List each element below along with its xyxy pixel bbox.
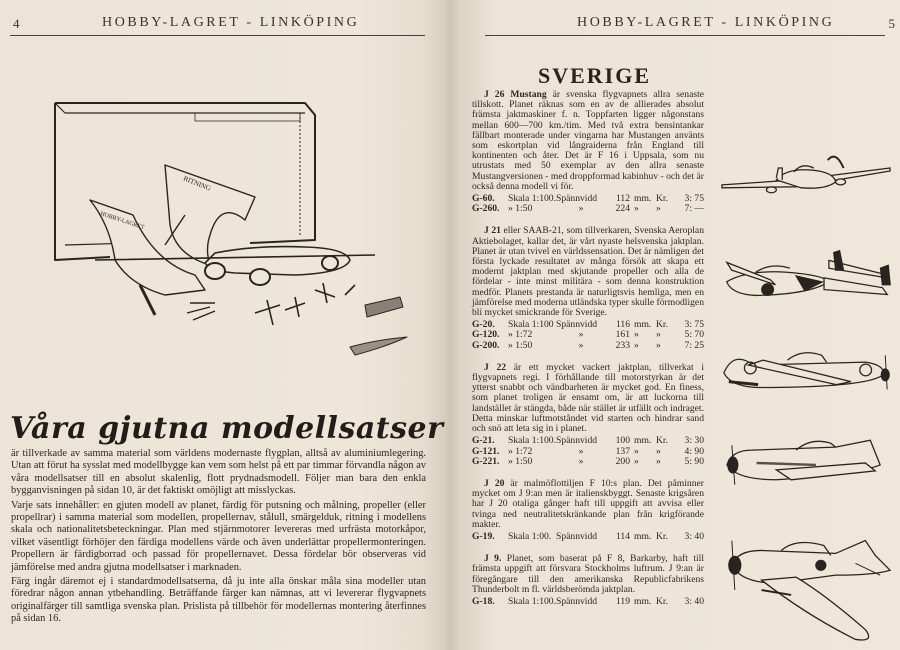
model-kit-illustration — [15, 85, 415, 375]
right-page — [455, 0, 900, 650]
scale — [508, 597, 556, 607]
price: 3: 40 — [684, 531, 704, 542]
running-head-right — [485, 14, 895, 36]
entry-name: J 21 — [484, 225, 501, 237]
entry-text: är ett mycket vackert jaktplan, tillverkat i flygvapnets regi. I förhållande till motorstyrkan är det ytterst snabbt och vändbarheten är mycket god. En finess, som planet troligen är ensamt om, är att luckorna till landstället är stängda, både när stället är utfällt och indraget. Detta minskar luftmotståndet vid starten och hindrar sand och snö att leta sig in i planet. — [472, 361, 704, 435]
unit: » — [634, 446, 639, 457]
sandpaper — [350, 337, 407, 355]
product-code: G-18. — [472, 596, 495, 607]
scale-label: Skala — [508, 320, 530, 331]
price: 5: 90 — [684, 456, 704, 467]
currency: » — [656, 330, 661, 341]
plane-illustration-j21 — [717, 240, 897, 310]
price-row — [472, 204, 704, 214]
price-row — [472, 320, 704, 330]
span-label: » — [578, 456, 584, 467]
scale-label: » — [508, 204, 513, 215]
price: 3: 75 — [684, 320, 704, 331]
entry-j21 — [472, 226, 704, 350]
scale-label: » — [508, 340, 513, 351]
price-row — [472, 597, 704, 607]
scale-value: 1:100. — [531, 194, 556, 205]
unit: mm. — [634, 596, 652, 607]
unit: mm. — [634, 194, 652, 205]
price: 3: 30 — [684, 436, 704, 447]
price: 3: 40 — [684, 596, 704, 607]
scale — [508, 204, 556, 214]
engine-nacelle — [250, 269, 270, 285]
currency: » — [656, 446, 661, 457]
unit: mm. — [634, 531, 652, 542]
pin-parts — [187, 303, 215, 320]
price-row — [472, 532, 704, 542]
entry-text: är malmöflottiljen F 10:s plan. Det påminner mycket om J 9:an men är italienskbyggt. Senaste krigsåren har J 20 otaliga gånger haft till uppgift att avvisa eller tvinga ned neutralitetskränkande plan från krigförande makter. — [472, 477, 704, 530]
entry-j20 — [472, 479, 704, 542]
product-code: G-21. — [472, 436, 495, 447]
wingspan: 114 — [615, 531, 630, 542]
scale-value: 1:100. — [531, 436, 556, 447]
engine-nacelle — [205, 263, 225, 279]
left-page — [0, 0, 448, 650]
span-label: Spännvidd — [556, 436, 598, 447]
price-table — [472, 320, 704, 351]
product-code: G-120. — [472, 330, 500, 341]
scale-value: 1:50 — [515, 340, 533, 351]
scale — [508, 330, 556, 340]
price-row — [472, 447, 704, 457]
entry-name: J 26 Mustang — [484, 89, 547, 100]
unit: » — [634, 456, 639, 467]
unit: » — [634, 204, 639, 215]
span-label: » — [578, 340, 584, 351]
entry-j22 — [472, 363, 704, 467]
entries-column — [472, 90, 704, 607]
span-label: » — [578, 204, 584, 215]
currency: » — [656, 456, 661, 467]
scale-label: » — [508, 330, 513, 341]
scale — [508, 320, 556, 330]
kit-box-shading — [195, 113, 300, 121]
price-row — [472, 457, 704, 467]
scale-label: Skala — [508, 194, 530, 205]
wingspan: 100 — [615, 436, 630, 447]
entry-j9 — [472, 554, 704, 607]
plane-illustration-j20 — [717, 425, 895, 495]
scale-label: Skala — [508, 596, 530, 607]
price: 7: — — [684, 204, 704, 215]
price-row — [472, 330, 704, 340]
wingspan: 137 — [615, 446, 630, 457]
entry-name: J 20 — [484, 477, 505, 489]
product-code: G-121. — [472, 446, 500, 457]
currency: Kr. — [656, 531, 668, 542]
scale-value: 1:72 — [515, 330, 533, 341]
paragraph-contents: Varje sats innehåller: en gjuten modell av planet, färdig för putsning och målning, propeller (eller propellrar) i samma material som modellen, propellernav, stålull, smärgelduk, ritning i modellens skala och nationalitetsbeteckningar. Plan med stjärnmotorer levereras med urfrästa motorkåpor, vilket väsentligt förhöjer den färdiga modellens värde och även underlättar propellermonteringen. Propellern är färdigborrad och passad för propellernavet. Dessa fördelar bör observeras vid jämförelse med andra gjutna modellsatser i marknaden. — [11, 499, 426, 573]
span-label: Spännvidd — [556, 531, 598, 542]
currency: Kr. — [656, 194, 668, 205]
section-heading: Våra gjutna modellsatser — [10, 411, 444, 446]
wingspan: 161 — [615, 330, 630, 341]
scale — [508, 532, 556, 542]
unit: » — [634, 330, 639, 341]
sheet-label-1: HOBBY-LAGRET — [99, 211, 145, 232]
sheet-label-2: RITNING — [182, 174, 212, 193]
running-head-title: HOBBY-LAGRET - LINKÖPING — [102, 15, 360, 30]
currency: » — [656, 340, 661, 351]
wingspan: 224 — [615, 204, 630, 215]
price-row — [472, 341, 704, 351]
steel-wool — [365, 297, 403, 317]
currency: » — [656, 204, 661, 215]
price-table — [472, 532, 704, 542]
entry-text: Planet, som baserat på F 8, Barkarby, haft till främsta uppgift att försvara Stockholms luftrum. J 9:an är föregångare till den amerikanska Republicfabrikens Thunderbolt m fl. världsberömda jaktplan. — [472, 553, 704, 595]
propeller-parts — [255, 283, 355, 325]
product-code: G-19. — [472, 531, 495, 542]
wingspan: 112 — [615, 194, 630, 205]
plane-illustration-j9 — [717, 535, 895, 645]
scale-value: 1:100. — [531, 596, 556, 607]
scale — [508, 194, 556, 204]
unit: mm. — [634, 320, 652, 331]
span-label: » — [578, 446, 584, 457]
scale — [508, 436, 556, 446]
wingspan: 116 — [615, 320, 630, 331]
entry-text: är svenska flygvapnets allra senaste tillskott. Planet räknas som en av de allierades absolut främsta jaktmaskiner f. n. Toppfarten ligger någonstans mellan 600—700 km./tim. Med två extra bensintankar fällbart monterade under vingarna har Mustangen använts som eskortplan vid långraiderna från England till kontinenten och åter. Det är F 16 i Uppsala, som nu utrustats med 50 exemplar av den allra senaste Mustangversionen - med droppformad kabinhuv - och det är också denna modell vi för. — [472, 89, 705, 192]
left-body-text — [11, 448, 426, 628]
span-label: Spännvidd — [556, 194, 598, 205]
currency: Kr. — [656, 320, 668, 331]
scale-label: » — [508, 446, 513, 457]
scale — [508, 447, 556, 457]
span-label: » — [578, 330, 584, 341]
scale — [508, 341, 556, 351]
product-code: G-221. — [472, 456, 500, 467]
plane-illustration-j22 — [719, 340, 895, 395]
price-row — [472, 436, 704, 446]
scale-value: 1:50 — [515, 456, 533, 467]
price-table — [472, 597, 704, 607]
price: 3: 75 — [684, 194, 704, 205]
scale-label: » — [508, 456, 513, 467]
plane-illustration-j26 — [717, 140, 895, 200]
scale-label: Skala — [508, 531, 530, 542]
unit: mm. — [634, 436, 652, 447]
page-number: 4 — [13, 16, 20, 31]
scale-value: 1:72 — [515, 446, 533, 457]
span-label: Spännvidd — [556, 596, 598, 607]
unit: » — [634, 340, 639, 351]
span-label: Spännvidd — [556, 320, 598, 331]
scale-value: 1:00. — [531, 531, 552, 542]
entry-text: eller SAAB-21, som tillverkaren, Svenska Aeroplan Aktiebolaget, kallar det, är vårt nyaste helsvenska jaktplan. Planet är utan tvivel en världssensation. Det är nämligen det första lyckade resultatet av många försök att skapa ett modernt jaktplan med skjutande propeller och alla de fördelar - inte minst militära - som denna konstruktion medför. Planets prestanda är naturligtsvis hemliga, men en jämförelse med moderna utländska typer skulle förmodligen bli mycket smickrande för Sverige. — [472, 225, 704, 319]
scale-value: 1:100 — [531, 320, 554, 331]
kit-box-lid-edge — [55, 103, 305, 113]
kit-box-side — [55, 103, 110, 260]
section-title: SVERIGE — [538, 63, 652, 88]
price: 4: 90 — [684, 446, 704, 457]
product-code: G-20. — [472, 320, 495, 331]
product-code: G-200. — [472, 340, 500, 351]
paragraph-paint: Färg ingår däremot ej i standardmodellsatserna, då ju inte alla önskar måla sina modeller utan föredrar någon annan ytbehandling. Beträffande färger kan nämnas, att vi levererar flygvapnets originalfärger till samtliga svenska plan. Prislista på tillbehör för modellernas montering återfinnes på sidan 16. — [11, 576, 426, 625]
scale — [508, 457, 556, 467]
currency: Kr. — [656, 436, 668, 447]
entry-name: J 9. — [484, 553, 502, 565]
paragraph-intro: är tillverkade av samma material som världens modernaste flygplan, alltså av aluminiumlegering. Utan att förut ha sysslat med modellbygge kan vem som helst på ett par timmar förvandla någon av våra modellsatser till en absolut skalenlig, flott prydnadsmodell. Följer man bara den enkla bygganvisningen på sidan 10, är det faktiskt omöjligt att misslyckas. — [11, 448, 426, 497]
scale-label: Skala — [508, 436, 530, 447]
page-number: 5 — [888, 16, 895, 31]
price-table — [472, 436, 704, 467]
currency: Kr. — [656, 596, 668, 607]
entry-name: J 22 — [484, 361, 507, 373]
engine-nacelle — [322, 256, 338, 270]
price: 5: 70 — [684, 330, 704, 341]
wingspan: 233 — [615, 340, 630, 351]
running-head-title: HOBBY-LAGRET - LINKÖPING — [577, 15, 835, 30]
price-table — [472, 194, 704, 214]
wingspan: 119 — [615, 596, 630, 607]
product-code: G-60. — [472, 194, 495, 205]
price-row — [472, 194, 704, 204]
product-code: G-260. — [472, 204, 500, 215]
entry-j26 — [472, 90, 704, 214]
wingspan: 200 — [615, 456, 630, 467]
scale-value: 1:50 — [515, 204, 533, 215]
running-head-left — [10, 14, 425, 36]
price: 7: 25 — [684, 340, 704, 351]
